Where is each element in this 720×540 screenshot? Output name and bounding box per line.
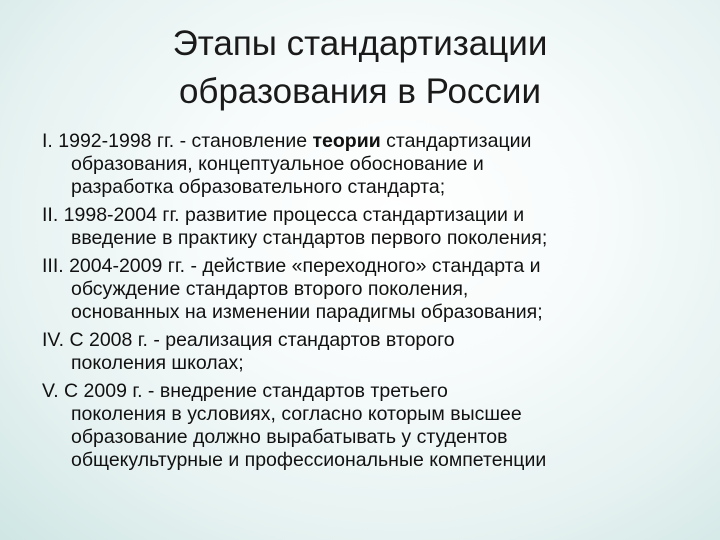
stage-1-heading xyxy=(42,130,682,153)
stage-5-line-4: общекультурные и профессиональные компетенции xyxy=(71,449,547,471)
stage-1-line-2: образования, концептуальное обоснование и xyxy=(71,153,484,175)
stage-5-heading: V. С 2009 г. - внедрение стандартов третьего xyxy=(42,380,448,402)
stage-1-emphasis: теории xyxy=(312,130,381,152)
stage-4-heading: IV. С 2008 г. - реализация стандартов второго xyxy=(42,329,455,351)
stage-2-heading: II. 1998-2004 гг. развитие процесса стандартизации и xyxy=(42,204,525,226)
stage-3-line-3: основанных на изменении парадигмы образования; xyxy=(71,301,543,323)
stage-5-line-3: образование должно вырабатывать у студентов xyxy=(71,426,508,448)
stage-5-line-2: поколения в условиях, согласно которым высшее xyxy=(71,403,522,425)
stage-4-line-2: поколения школах; xyxy=(71,352,244,374)
stage-item-2 xyxy=(42,204,682,250)
stage-1-line-3: разработка образовательного стандарта; xyxy=(71,176,446,198)
stage-item-3 xyxy=(42,255,682,324)
stage-item-1 xyxy=(42,130,682,199)
stage-3-line-2: обсуждение стандартов второго поколения, xyxy=(71,278,469,300)
title-line-2: образования в России xyxy=(178,72,542,111)
stage-item-4 xyxy=(42,329,682,375)
stage-2-line-2: введение в практику стандартов первого поколения; xyxy=(71,227,548,249)
stage-1-heading-start: I. 1992-1998 гг. - становление xyxy=(42,130,313,152)
slide-title xyxy=(0,20,720,116)
stage-1-heading-end: стандартизации xyxy=(380,130,532,152)
stages-list xyxy=(42,130,682,477)
title-line-1: Этапы стандартизации xyxy=(172,24,548,63)
stage-item-5 xyxy=(42,380,682,472)
stage-3-heading: III. 2004-2009 гг. - действие «переходного» стандарта и xyxy=(42,255,541,277)
